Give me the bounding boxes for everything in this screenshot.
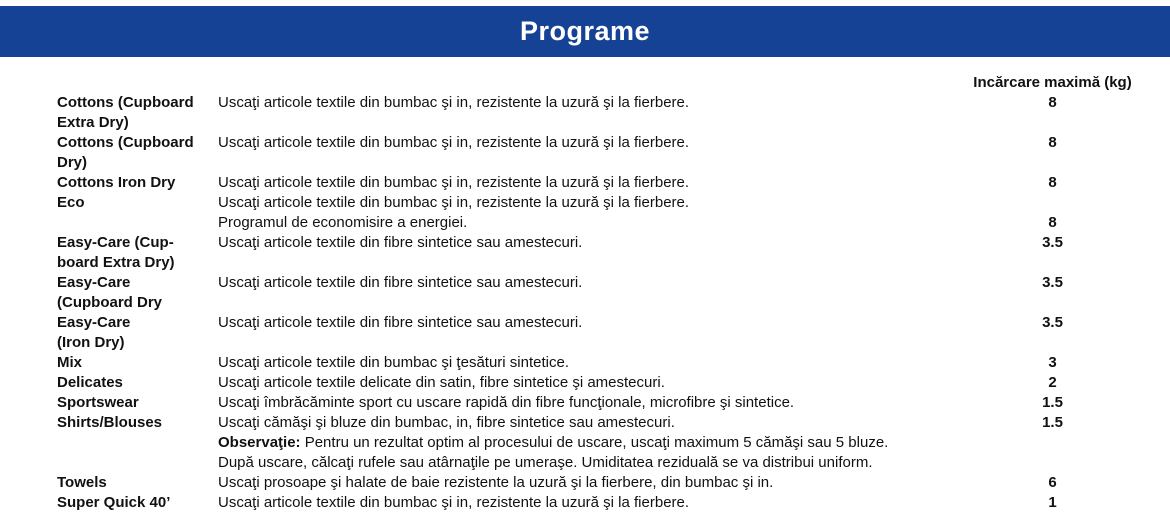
program-description: Uscaţi articole textile din bumbac şi in, rezistente la uzură şi la fierbere. [218, 134, 690, 151]
program-description: Uscaţi articole textile din bumbac şi ţesături sintetice. [218, 354, 569, 371]
table-header-row [57, 73, 1140, 93]
program-name: Easy-Care (Iron Dry) [57, 314, 131, 351]
table-row [57, 493, 1140, 513]
program-description: Uscaţi articole textile din fibre sintetice sau amestecuri. [218, 314, 583, 331]
program-description: Uscaţi articole textile din fibre sintetice sau amestecuri. [218, 274, 583, 291]
table-row [57, 233, 1140, 273]
program-table [57, 73, 1140, 513]
max-load-value: 2 [1048, 374, 1057, 391]
max-load-value: 8 [1048, 214, 1057, 231]
page-title: Programe [519, 16, 651, 46]
max-load-value: 3.5 [1042, 314, 1063, 331]
table-row [57, 313, 1140, 353]
program-name: Easy-Care (Cupboard Dry [57, 274, 162, 311]
max-load-value: 3.5 [1042, 274, 1063, 291]
max-load-value: 3 [1048, 354, 1057, 371]
max-load-value: 1 [1048, 494, 1057, 511]
program-description: Uscaţi articole textile din bumbac şi in, rezistente la uzură şi la fierbere. [218, 494, 690, 511]
program-name: Shirts/Blouses [57, 414, 163, 431]
table-row [57, 373, 1140, 393]
table-row [57, 393, 1140, 413]
program-name: Mix [57, 354, 83, 371]
max-load-value: 1.5 [1042, 414, 1063, 431]
table-row [57, 473, 1140, 493]
note-label: Observaţie: [218, 434, 301, 451]
max-load-value: 8 [1048, 94, 1057, 111]
table-row [57, 133, 1140, 173]
program-description: Uscaţi articole textile din bumbac şi in, rezistente la uzură şi la fierbere. [218, 94, 690, 111]
program-table-body [57, 93, 1140, 513]
title-banner [0, 6, 1170, 57]
program-description: Uscaţi articole textile din fibre sintetice sau amestecuri. [218, 234, 583, 251]
table-row [57, 353, 1140, 373]
table-row [57, 413, 1140, 473]
program-description: Uscaţi cămăşi şi bluze din bumbac, in, fibre sintetice sau amestecuri. Observaţie: Pentru un rezultat optim al procesului de uscare, uscaţi maximum 5 cămăşi sau 5 bluze. După uscare, călcaţi rufele sau atârnaţile pe umeraşe. Umiditatea reziduală se va distribui uniform. [218, 414, 889, 471]
table-row [57, 273, 1140, 313]
program-name: Delicates [57, 374, 123, 391]
program-description: Uscaţi articole textile din bumbac şi in, rezistente la uzură şi la fierbere. Programul de economisire a energiei. [218, 194, 690, 231]
table-row [57, 193, 1140, 233]
program-name: Towels [57, 474, 107, 491]
max-load-value: 6 [1048, 474, 1057, 491]
max-load-value: 1.5 [1042, 394, 1063, 411]
program-name: Cottons (Cupboard Dry) [57, 134, 194, 171]
program-name: Eco [57, 194, 85, 211]
table-row [57, 173, 1140, 193]
program-description: Uscaţi îmbrăcăminte sport cu uscare rapidă din fibre funcţionale, microfibre şi sintetice. [218, 394, 795, 411]
program-name: Cottons Iron Dry [57, 174, 176, 191]
program-name: Cottons (Cupboard Extra Dry) [57, 94, 194, 131]
table-row [57, 93, 1140, 133]
program-name: Super Quick 40’ [57, 494, 171, 511]
program-name: Easy-Care (Cup- board Extra Dry) [57, 234, 175, 271]
program-description: Uscaţi articole textile din bumbac şi in, rezistente la uzură şi la fierbere. [218, 174, 690, 191]
max-load-column-header: Incărcare maximă (kg) [973, 74, 1132, 91]
program-description: Uscaţi prosoape şi halate de baie rezistente la uzură şi la fierbere, din bumbac şi in. [218, 474, 774, 491]
program-description: Uscaţi articole textile delicate din satin, fibre sintetice şi amestecuri. [218, 374, 665, 391]
max-load-value: 8 [1048, 134, 1057, 151]
program-name: Sportswear [57, 394, 139, 411]
max-load-value: 8 [1048, 174, 1057, 191]
max-load-value: 3.5 [1042, 234, 1063, 251]
